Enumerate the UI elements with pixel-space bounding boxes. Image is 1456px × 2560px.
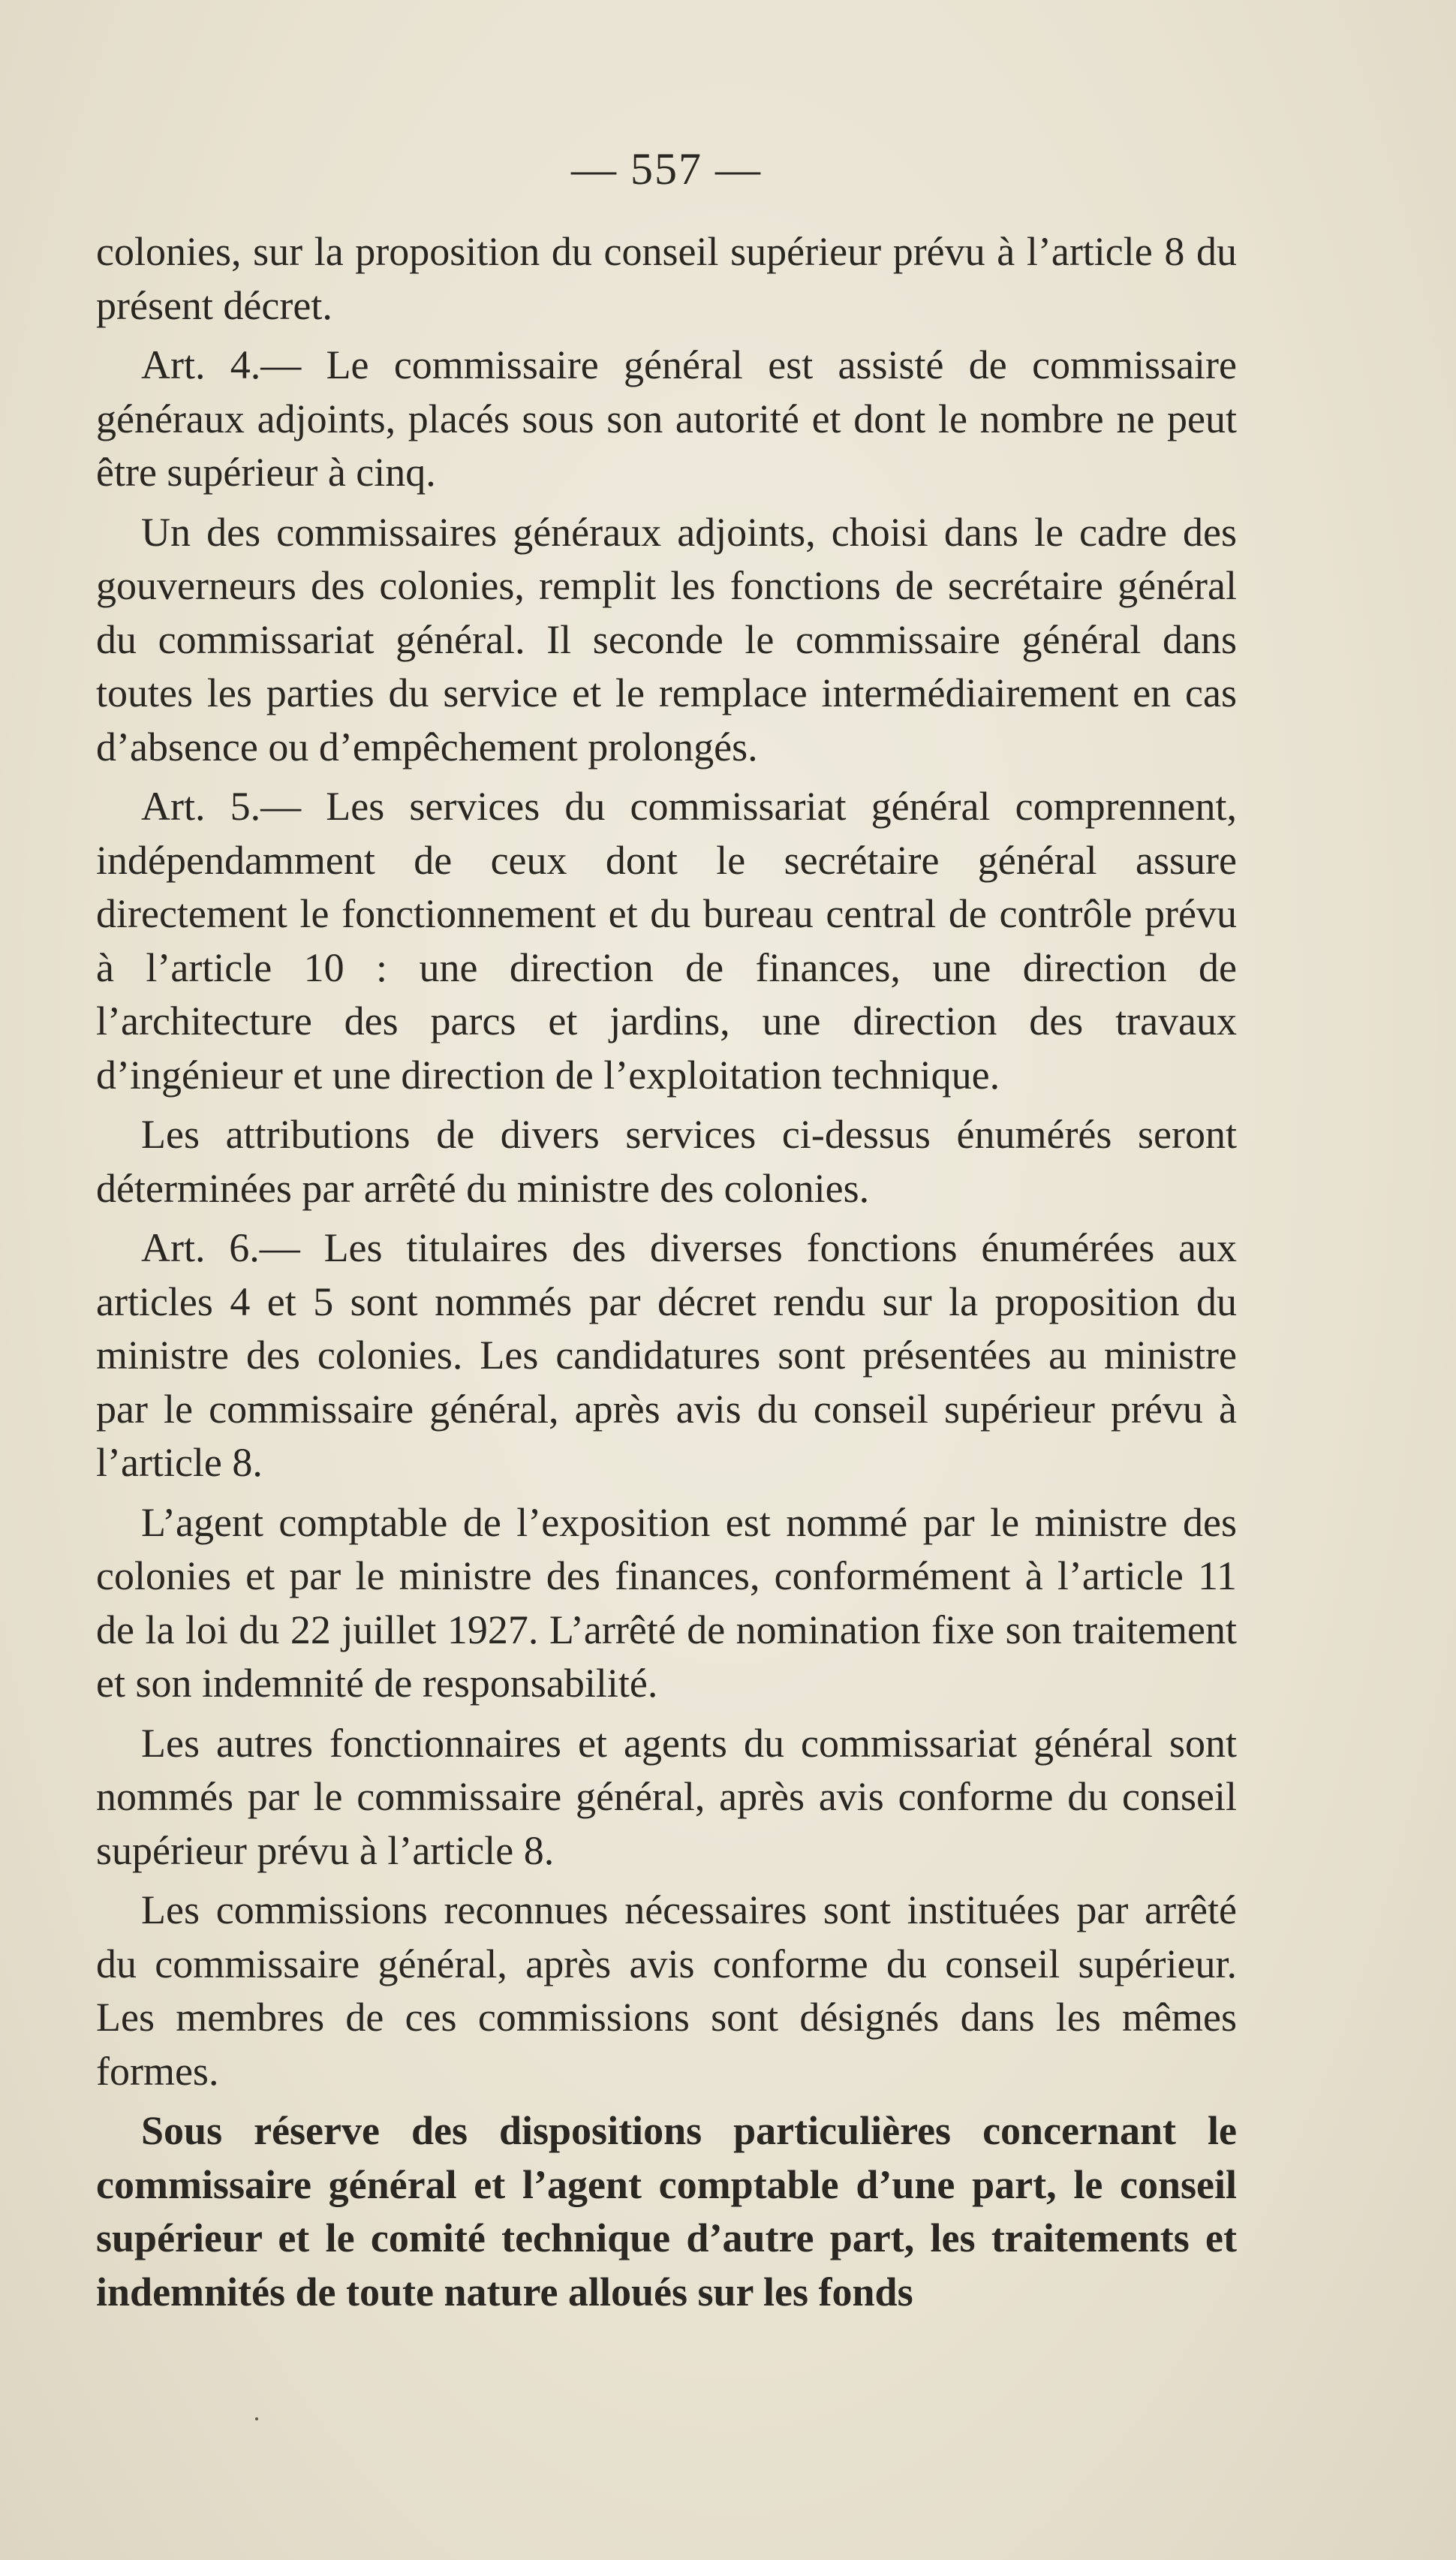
print-speck <box>255 2417 258 2420</box>
body-text <box>96 225 1237 2325</box>
paragraph-7: L’agent comptable de l’exposition est nommé par le ministre des colonies et par le ministre des finances, conformément à l’article 11 de la loi du 22 juillet 1927. L’arrêté de nomination fixe son traitement et son indemnité de responsabilité. <box>96 1499 1237 1706</box>
paragraph-article-5: Art. 5.— Les services du commissariat général comprennent, indépendamment de ceux dont le secrétaire général assure directement le fonctionnement et du bureau central de contrôle prévu à l’article 10 : une direction de finances, une direction de l’architecture des parcs et jardins, une direction des travaux d’ingénieur et une direction de l’exploitation technique. <box>96 784 1237 1098</box>
paragraph-article-6: Art. 6.— Les titulaires des diverses fonctions énumérées aux articles 4 et 5 sont nommés par décret rendu sur la proposition du ministre des colonies. Les candidatures sont présentées au ministre par le commissaire général, après avis du conseil supérieur prévu à l’article 8. <box>96 1225 1237 1485</box>
paragraph-8: Les autres fonctionnaires et agents du commissariat général sont nommés par le commissaire général, après avis conforme du conseil supérieur prévu à l’article 8. <box>96 1720 1237 1873</box>
page-number: — 557 — <box>571 144 762 194</box>
paragraph-article-4: Art. 4.— Le commissaire général est assisté de commissaire généraux adjoints, placés sous son autorité et dont le nombre ne peut être supérieur à cinq. <box>96 342 1237 495</box>
paragraph-5: Les attributions de divers services ci-dessus énumérés seront déterminées par arrêté du ministre des colonies. <box>96 1112 1237 1211</box>
paragraph-9: Les commissions reconnues nécessaires sont instituées par arrêté du commissaire général, après avis conforme du conseil supérieur. Les membres de ces commissions sont désignés dans les mêmes formes. <box>96 1887 1237 2094</box>
paragraph-3: Un des commissaires généraux adjoints, choisi dans le cadre des gouverneurs des colonies, remplit les fonctions de secrétaire général du commissariat général. Il seconde le commissaire général dans toutes les parties du service et le remplace intermédiairement en cas d’absence ou d’empêchement prolongés. <box>96 509 1237 770</box>
paragraph-1: colonies, sur la proposition du conseil supérieur prévu à l’article 8 du présent décret. <box>96 229 1237 328</box>
paragraph-10: Sous réserve des dispositions particulières concernant le commissaire général et l’agent comptable d’une part, le conseil supérieur et le comité technique d’autre part, les traitements et indemnités de toute nature alloués sur les fonds <box>96 2108 1237 2315</box>
